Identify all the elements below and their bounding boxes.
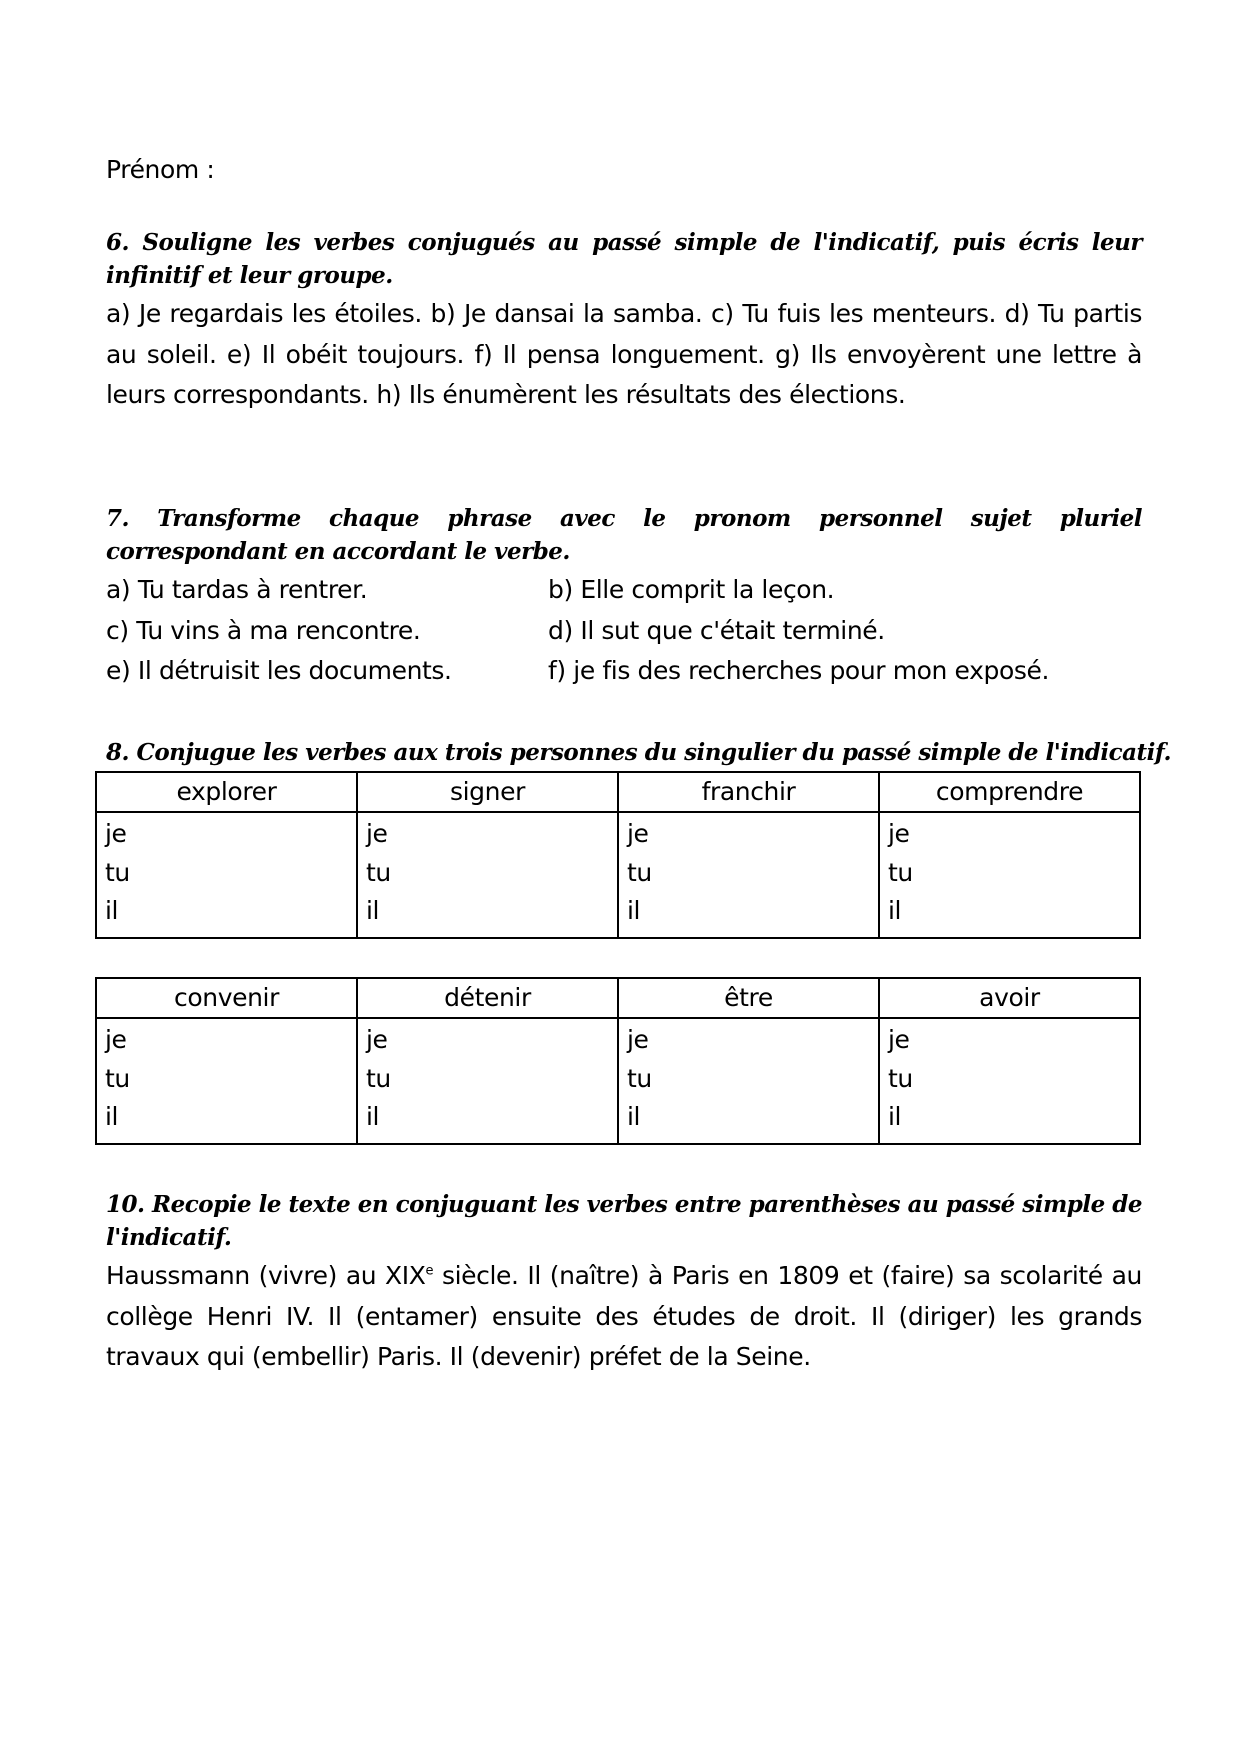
pronoun-je: je — [888, 1025, 910, 1054]
exercise-10-text-start: Haussmann (vivre) au XIX — [106, 1261, 426, 1290]
pronoun-il: il — [888, 1102, 902, 1131]
pronoun-tu: tu — [627, 857, 652, 887]
exercise-10-text — [106, 1256, 1142, 1378]
prenom-label: Prénom : — [106, 155, 215, 184]
conjugation-table-1 — [95, 771, 1141, 939]
exercise-7-item: b) Elle comprit la leçon. — [548, 575, 835, 604]
exercise-7-item: c) Tu vins à ma rencontre. — [106, 615, 421, 645]
pronoun-il: il — [627, 1102, 641, 1131]
conjugation-cell[interactable] — [357, 812, 618, 938]
exercise-10 — [106, 1188, 1142, 1378]
conjugation-cell[interactable] — [879, 812, 1140, 938]
century-superscript: e — [425, 1263, 434, 1279]
table-row — [96, 1018, 1140, 1144]
pronoun-je: je — [105, 819, 127, 848]
conjugation-cell[interactable] — [357, 1018, 618, 1144]
pronoun-tu: tu — [366, 1063, 391, 1093]
conjugation-cell[interactable] — [96, 1018, 357, 1144]
exercise-7-title: 7. Transforme chaque phrase avec le pronom personnel sujet pluriel correspondant en accordant le verbe. — [106, 505, 1142, 565]
pronoun-il: il — [627, 896, 641, 925]
pronoun-tu: tu — [105, 1063, 130, 1093]
verb-header: comprendre — [879, 772, 1140, 812]
exercise-6 — [106, 226, 1142, 416]
verb-header: signer — [357, 772, 618, 812]
exercise-6-title: 6. Souligne les verbes conjugués au passé simple de l'indicatif, puis écris leur infinitif et leur groupe. — [106, 229, 1142, 289]
table-header-row — [96, 978, 1140, 1018]
pronoun-tu: tu — [105, 857, 130, 887]
pronoun-tu: tu — [888, 857, 913, 887]
verb-header: franchir — [618, 772, 879, 812]
exercise-7-item: d) Il sut que c'était terminé. — [548, 615, 885, 645]
exercise-7-item: e) Il détruisit les documents. — [106, 656, 452, 685]
pronoun-il: il — [366, 1102, 380, 1131]
exercise-7-item: a) Tu tardas à rentrer. — [106, 575, 368, 604]
conjugation-table-2 — [95, 977, 1141, 1145]
pronoun-il: il — [888, 896, 902, 925]
exercise-10-text-rest: siècle. Il (naître) à Paris en 1809 et (faire) sa scolarité au collège Henri IV. Il (entamer) ensuite des études de droit. Il (diriger) les grands travaux qui (embellir) Paris. Il (devenir) préfet de la Seine. — [106, 1261, 1143, 1371]
table-row — [96, 812, 1140, 938]
conjugation-cell[interactable] — [96, 812, 357, 938]
pronoun-il: il — [105, 896, 119, 925]
conjugation-cell[interactable] — [618, 1018, 879, 1144]
pronoun-je: je — [105, 1025, 127, 1054]
table-header-row — [96, 772, 1140, 812]
conjugation-cell[interactable] — [879, 1018, 1140, 1144]
exercise-6-text: a) Je regardais les étoiles. b) Je dansai la samba. c) Tu fuis les menteurs. d) Tu partis au soleil. e) Il obéit toujours. f) Il pensa longuement. g) Ils envoyèrent une lettre à leurs correspondants. h) Ils énumèrent les résultats des élections. — [106, 299, 1142, 409]
exercise-8-title: 8. Conjugue les verbes aux trois personnes du singulier du passé simple de l'indicatif. — [106, 739, 1171, 766]
exercise-7-items — [106, 570, 1142, 692]
verb-header: être — [618, 978, 879, 1018]
pronoun-je: je — [888, 819, 910, 848]
pronoun-je: je — [366, 1025, 388, 1054]
conjugation-cell[interactable] — [618, 812, 879, 938]
verb-header: convenir — [96, 978, 357, 1018]
pronoun-je: je — [627, 819, 649, 848]
verb-header: explorer — [96, 772, 357, 812]
verb-header: détenir — [357, 978, 618, 1018]
pronoun-je: je — [366, 819, 388, 848]
exercise-7-item: f) je fis des recherches pour mon exposé. — [548, 656, 1049, 685]
exercise-10-title: 10. Recopie le texte en conjuguant les verbes entre parenthèses au passé simple de l'indicatif. — [106, 1191, 1142, 1251]
pronoun-tu: tu — [366, 857, 391, 887]
pronoun-tu: tu — [888, 1063, 913, 1093]
pronoun-tu: tu — [627, 1063, 652, 1093]
pronoun-il: il — [366, 896, 380, 925]
verb-header: avoir — [879, 978, 1140, 1018]
pronoun-je: je — [627, 1025, 649, 1054]
exercise-7 — [106, 502, 1142, 692]
pronoun-il: il — [105, 1102, 119, 1131]
